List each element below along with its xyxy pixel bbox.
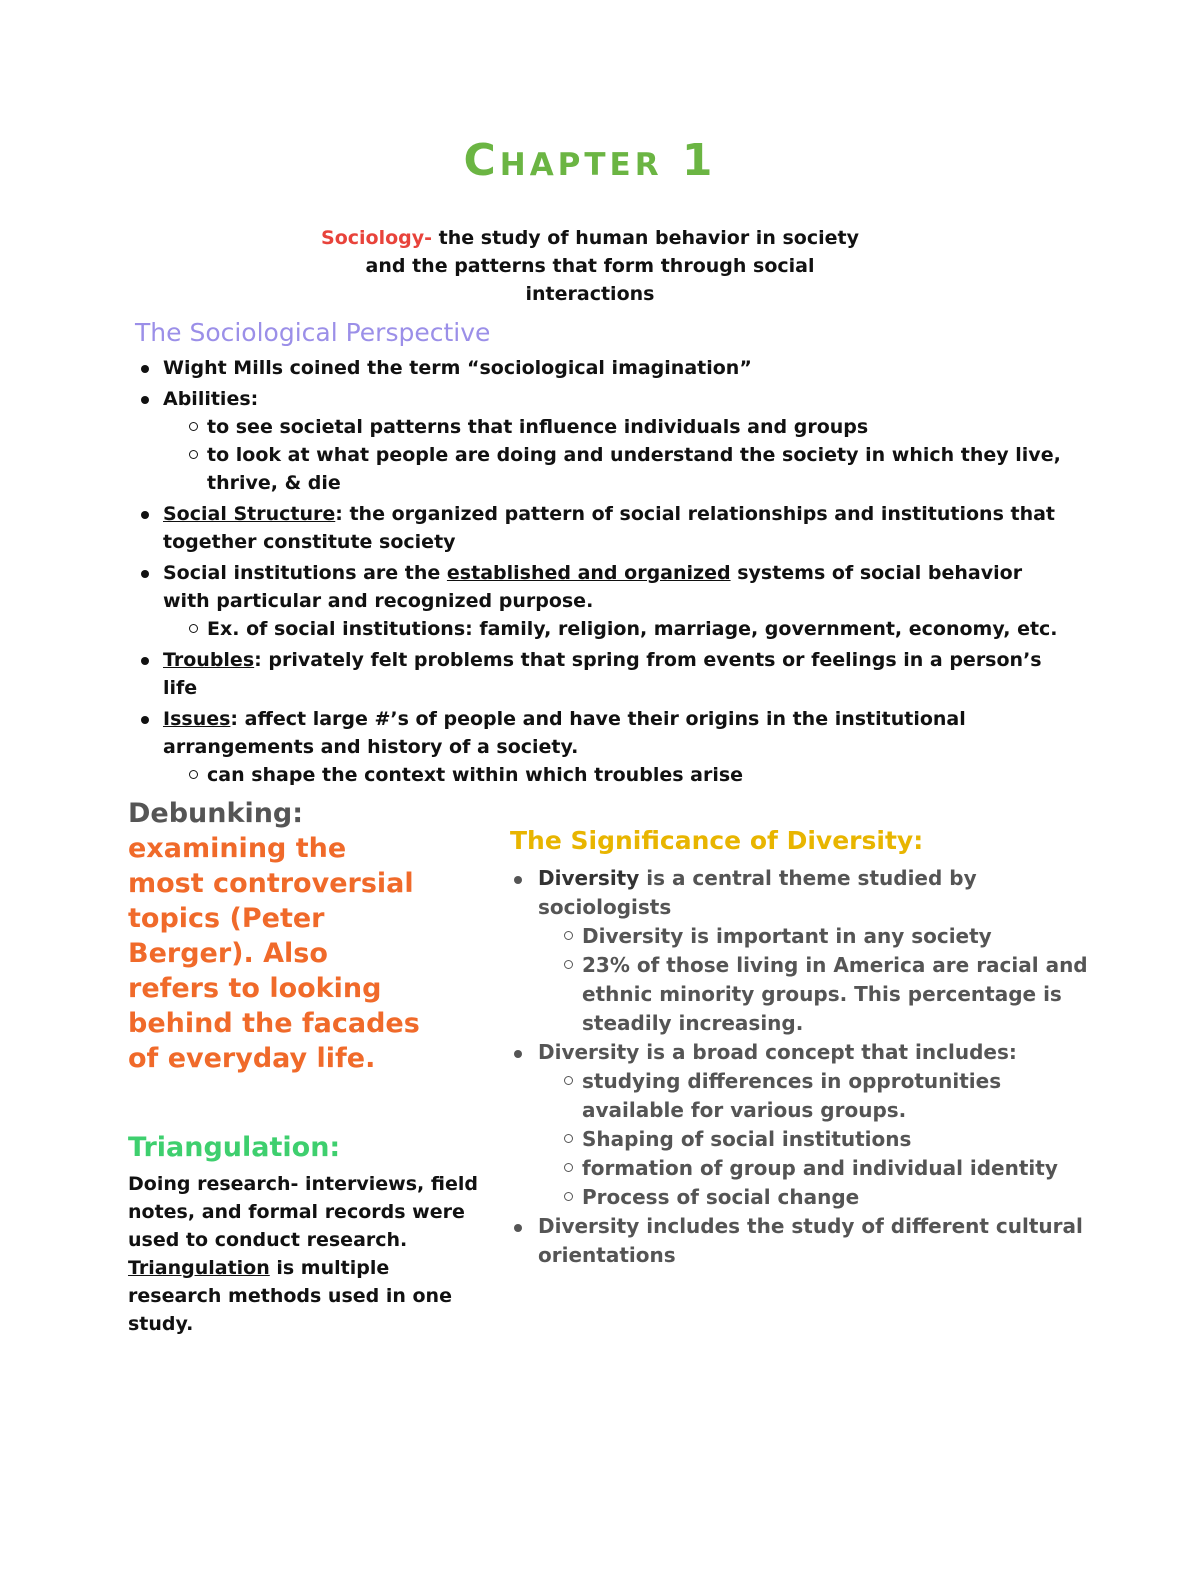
list-item-term: Diversity bbox=[538, 866, 640, 890]
triangulation-text-2: is multiple research methods used in one study. bbox=[128, 1257, 452, 1335]
sociology-definition bbox=[300, 224, 880, 308]
debunking-block bbox=[128, 796, 428, 1076]
triangulation-heading: Triangulation: bbox=[128, 1132, 341, 1163]
sub-list bbox=[187, 615, 1065, 643]
debunking-term: Debunking: bbox=[128, 798, 304, 829]
triangulation-text-1: Doing research- interviews, field notes, and formal records were used to conduct research. bbox=[128, 1173, 478, 1251]
triangulation-term: Triangulation bbox=[128, 1257, 270, 1279]
list-item-term: Issues bbox=[163, 708, 231, 730]
list-item-text: Social institutions are the bbox=[163, 562, 447, 584]
definition-term: Sociology- bbox=[321, 227, 433, 249]
sub-list-item: Process of social change bbox=[562, 1183, 1090, 1212]
list-item-term: Troubles bbox=[163, 649, 255, 671]
list-item-text: Diversity includes the study of different cultural orientations bbox=[538, 1214, 1083, 1267]
list-item-text: : privately felt problems that spring from events or feelings in a person’s life bbox=[163, 649, 1042, 699]
list-item-text: Abilities: bbox=[163, 388, 259, 410]
page-title: Chapter 1 bbox=[463, 135, 717, 186]
list-item bbox=[510, 1212, 1090, 1270]
diversity-heading: The Significance of Diversity: bbox=[510, 826, 924, 855]
sub-list bbox=[187, 761, 1065, 789]
list-item bbox=[135, 500, 1065, 556]
list-item-text: is a central theme studied by sociologists bbox=[538, 866, 977, 919]
list-item-term: Social Structure bbox=[163, 503, 336, 525]
debunking-definition: examining the most controversial topics (Peter Berger). Also refers to looking behind the facades of everyday life. bbox=[128, 833, 420, 1074]
list-item bbox=[135, 646, 1065, 702]
list-item-text: Diversity is a broad concept that includes: bbox=[538, 1040, 1017, 1064]
list-item-text: Wight Mills coined the term “sociological imagination” bbox=[163, 357, 752, 379]
underlined-phrase: established and organized bbox=[446, 562, 731, 584]
sub-list-item: to look at what people are doing and understand the society in which they live, thrive, & die bbox=[187, 441, 1065, 497]
sub-list-item: Shaping of social institutions bbox=[562, 1125, 1090, 1154]
sub-list-item: studying differences in opprotunities available for various groups. bbox=[562, 1067, 1090, 1125]
list-item bbox=[510, 1038, 1090, 1212]
perspective-list bbox=[135, 354, 1065, 792]
perspective-heading: The Sociological Perspective bbox=[135, 318, 491, 347]
triangulation-text bbox=[128, 1170, 488, 1338]
diversity-list bbox=[510, 864, 1090, 1270]
list-item-text: : the organized pattern of social relationships and institutions that together constitute society bbox=[163, 503, 1056, 553]
list-item bbox=[135, 385, 1065, 497]
list-item bbox=[135, 705, 1065, 789]
sub-list-item: Diversity is important in any society bbox=[562, 922, 1090, 951]
sub-list bbox=[187, 413, 1065, 497]
sub-list-item: formation of group and individual identity bbox=[562, 1154, 1090, 1183]
sub-list-item: can shape the context within which troubles arise bbox=[187, 761, 1065, 789]
sub-list bbox=[562, 922, 1090, 1038]
sub-list-item: to see societal patterns that influence individuals and groups bbox=[187, 413, 1065, 441]
list-item bbox=[510, 864, 1090, 1038]
list-item bbox=[135, 354, 1065, 382]
definition-text: the study of human behavior in society and the patterns that form through social interactions bbox=[365, 227, 859, 305]
sub-list bbox=[562, 1067, 1090, 1212]
list-item-text: systems of social behavior with particular and recognized purpose. bbox=[163, 562, 1023, 612]
sub-list-item: 23% of those living in America are racial and ethnic minority groups. This percentage is steadily increasing. bbox=[562, 951, 1090, 1038]
sub-list-item: Ex. of social institutions: family, religion, marriage, government, economy, etc. bbox=[187, 615, 1065, 643]
list-item bbox=[135, 559, 1065, 643]
list-item-text: : affect large #’s of people and have their origins in the institutional arrangements and history of a society. bbox=[163, 708, 966, 758]
